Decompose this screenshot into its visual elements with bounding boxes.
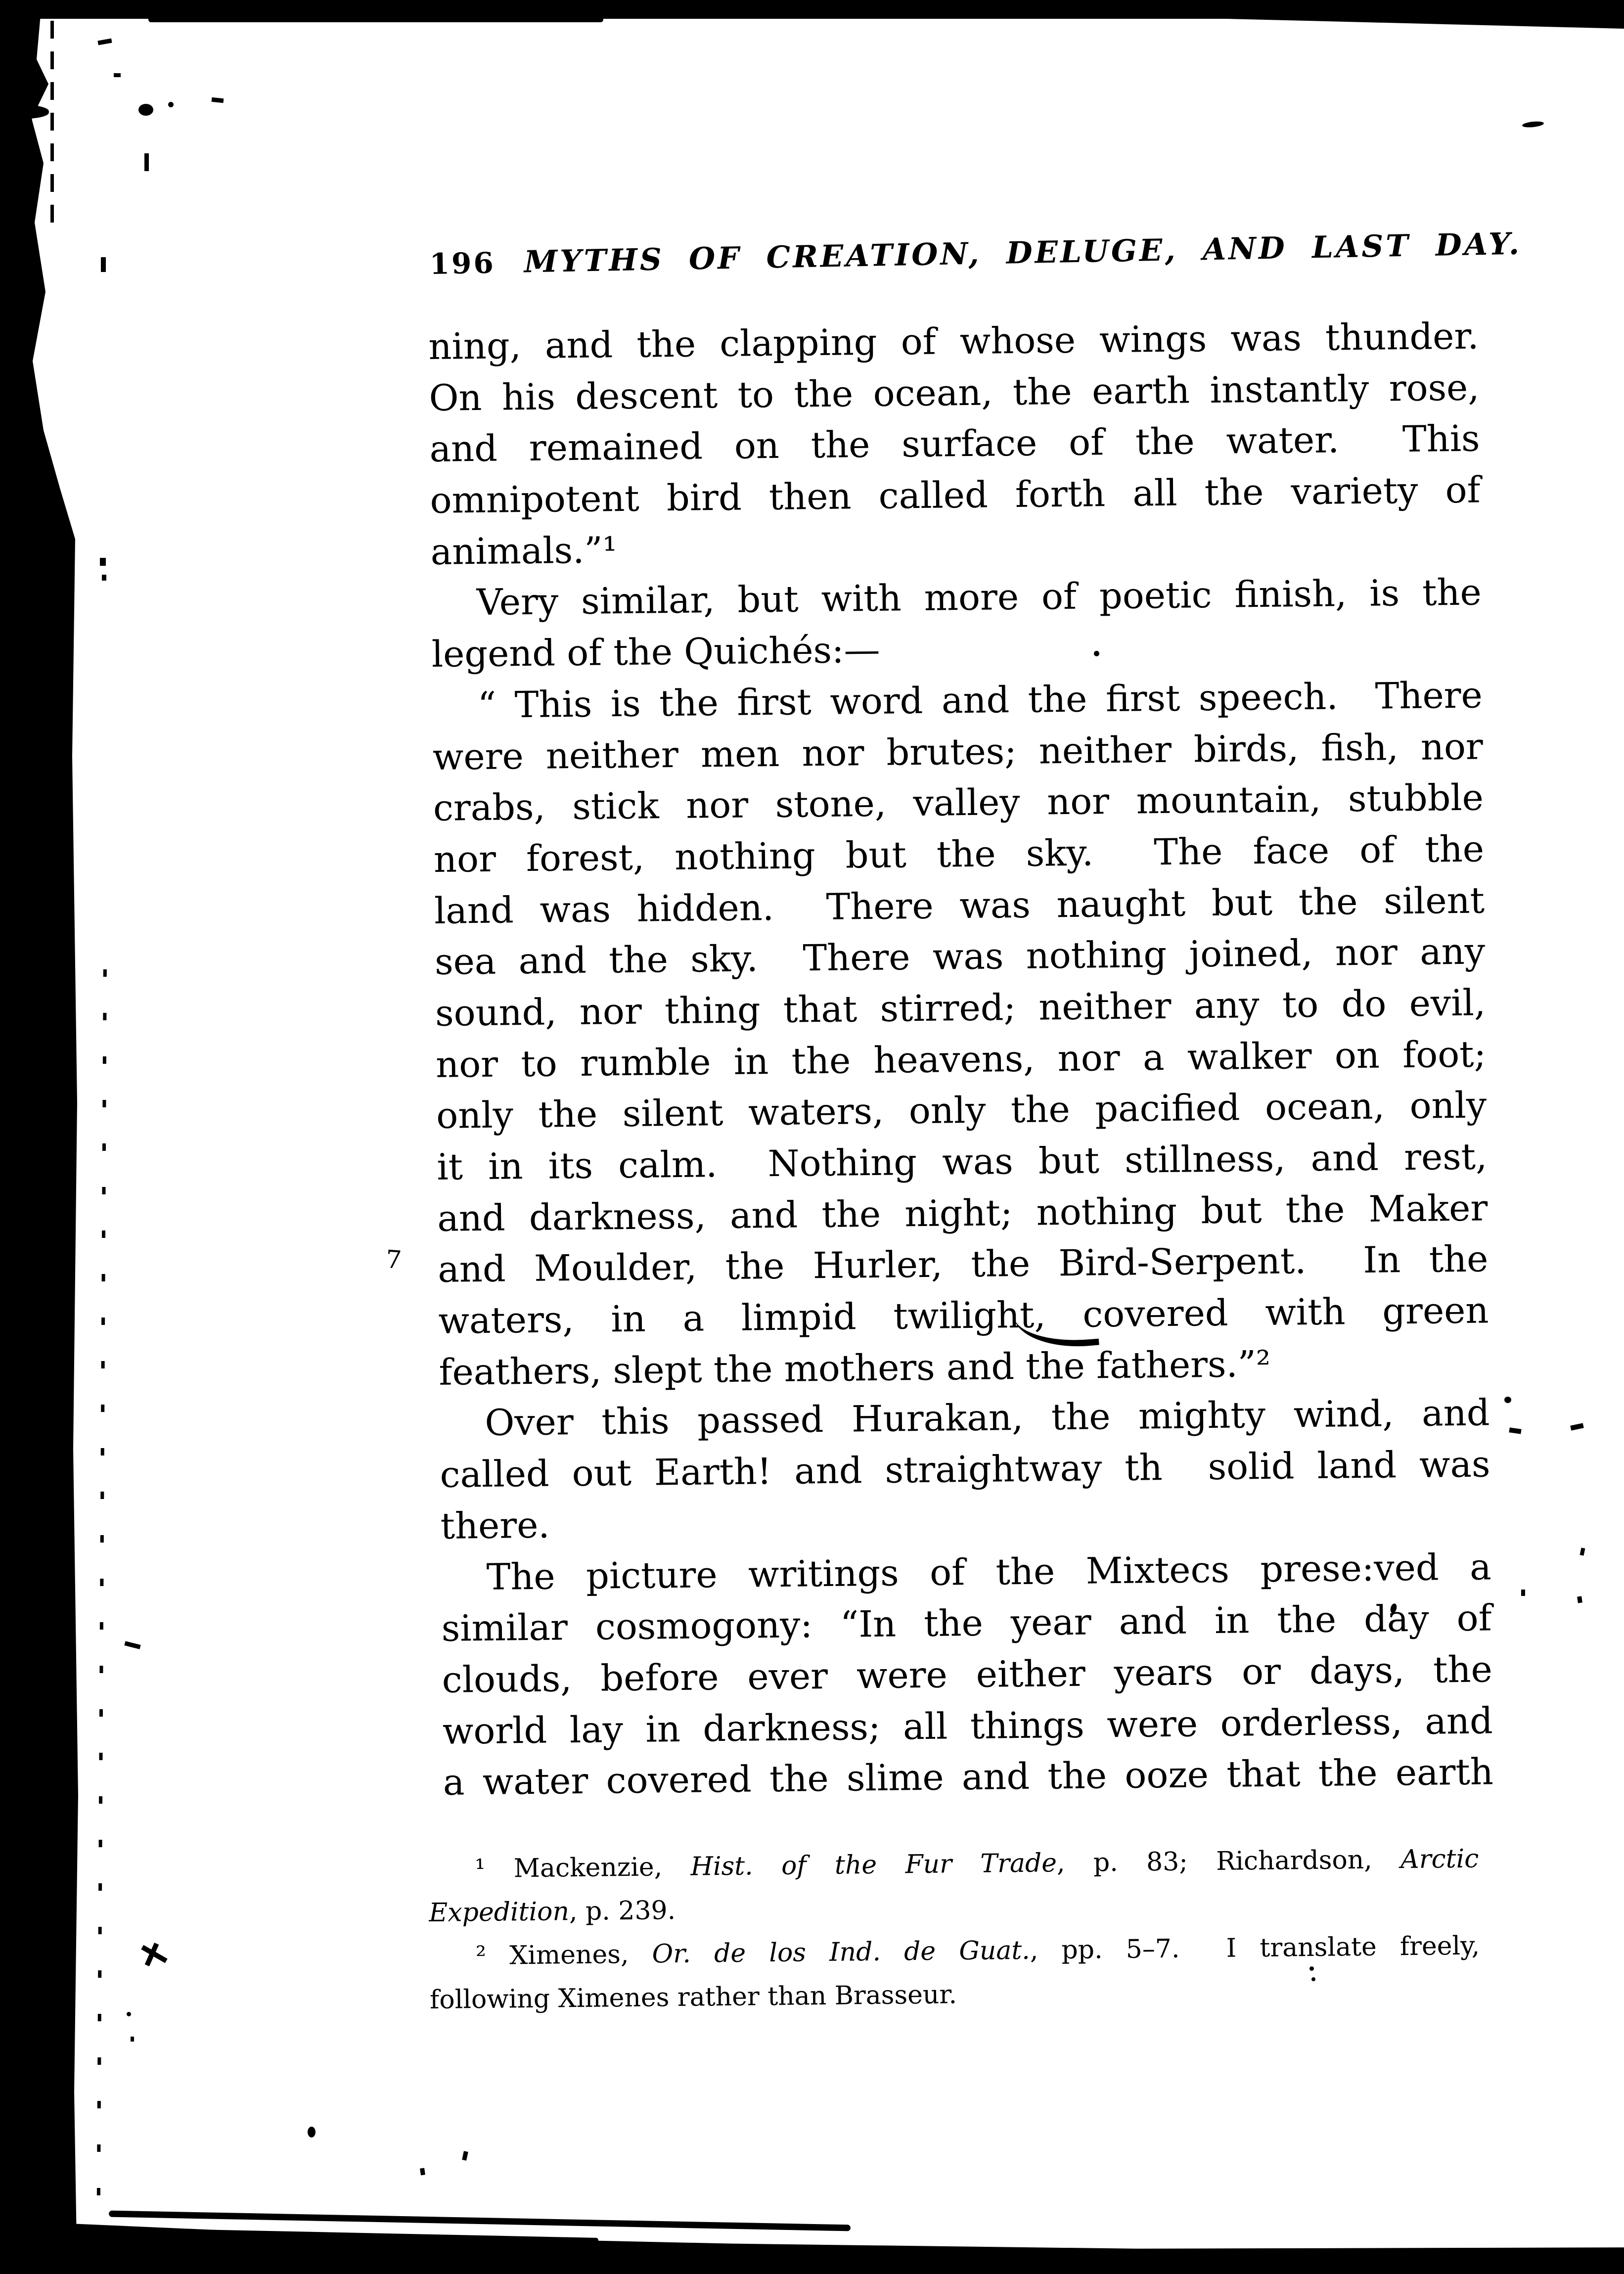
- paragraph: [428, 311, 1481, 578]
- text-line: waters, in a limpid twilight, covered with green: [438, 1289, 1489, 1342]
- running-title: MYTHS OF CREATION, DELUGE, AND LAST DAY.: [524, 226, 1522, 280]
- scan-speck: [212, 97, 224, 103]
- scan-speck: [462, 2151, 468, 2160]
- text-line: legend of the Quichés:—: [431, 629, 880, 676]
- text-line: omnipotent bird then called forth all the variety of: [430, 469, 1481, 522]
- scan-artifact-left-line: [50, 21, 54, 233]
- text-line: similar cosmogony: “In the year and in the day of: [441, 1597, 1492, 1650]
- footnote-citation-italic: Hist. of the Fur Trade: [690, 1848, 1057, 1882]
- body-text: [428, 311, 1493, 1808]
- scan-artifact-bottom-band: [0, 2211, 1624, 2274]
- scan-artifact-top-band-right: [1177, 0, 1624, 29]
- scan-speck: [102, 575, 106, 581]
- text-line: a water covered the slime and the ooze that the earth: [443, 1751, 1494, 1804]
- footnote-text: , pp. 5–7. I translate freely,: [1030, 1931, 1480, 1965]
- scan-speck: [1580, 1547, 1585, 1555]
- text-line: crabs, stick nor stone, valley nor mountain, stubble: [433, 776, 1484, 830]
- scan-speck: [420, 2168, 425, 2175]
- text-line: there.: [440, 1504, 550, 1547]
- text-line: and Moulder, the Hurler, the Bird-Serpent. In the: [437, 1238, 1489, 1291]
- margin-mark-seven: 7: [385, 1244, 403, 1275]
- footnote-text: following Ximenes rather than Brasseur.: [429, 1980, 957, 2015]
- page-header: [429, 226, 1522, 281]
- scan-speck: [1521, 1590, 1525, 1596]
- scan-artifact-bump: [4, 1685, 22, 1711]
- text-line: nor to rumble in the heavens, nor a walker on foot;: [435, 1033, 1487, 1086]
- scan-speck: [101, 257, 106, 272]
- scan-speck: [100, 558, 106, 566]
- scan-speck: [168, 102, 174, 107]
- scan-artifact-top-lip: [148, 17, 603, 22]
- scan-speck: [1570, 1423, 1584, 1430]
- scan-artifact-crossbar: [0, 104, 49, 120]
- footnote: [429, 1924, 1481, 2021]
- footnote-text: ² Ximenes,: [475, 1939, 652, 1971]
- scan-speck: [1509, 1427, 1521, 1434]
- footnote-citation-italic: Expedition: [429, 1897, 570, 1928]
- footnote-text: , p. 83; Richardson,: [1056, 1845, 1401, 1878]
- paragraph: [431, 567, 1482, 681]
- paragraph: [439, 1388, 1491, 1552]
- text-line: nor forest, nothing but the sky. The face of the: [433, 828, 1485, 881]
- text-line: world lay in darkness; all things were orderless, and: [442, 1699, 1493, 1753]
- scan-speck: [124, 1641, 140, 1649]
- paragraph: [441, 1542, 1493, 1809]
- scan-speck: [97, 39, 112, 45]
- scan-speck: [1504, 1397, 1511, 1403]
- scan-speck: [114, 73, 121, 77]
- scan-artifact-dashed-line: [96, 969, 107, 2265]
- footnote-citation-italic: Or. de los Ind. de Guat.: [652, 1935, 1031, 1969]
- text-line: Very similar, but with more of poetic finish, is the: [476, 571, 1482, 624]
- text-line: it in its calm. Nothing was but stillness, and rest,: [436, 1136, 1488, 1188]
- paragraph: [432, 670, 1489, 1398]
- footnote-citation-italic: Arctic: [1400, 1844, 1479, 1875]
- text-line: land was hidden. There was naught but the silent: [434, 879, 1485, 932]
- text-line: and darkness, and the night; nothing but the Maker: [437, 1187, 1488, 1240]
- scan-speck: [131, 2037, 134, 2042]
- footnote-text: , p. 239.: [569, 1895, 676, 1927]
- footnote: [428, 1837, 1480, 1934]
- text-line: feathers, slept the mothers and the fathers.”²: [439, 1343, 1271, 1394]
- text-line: “ This is the first word and the first speech. There: [477, 674, 1483, 727]
- footnote-text: ¹ Mackenzie,: [475, 1852, 691, 1884]
- scan-speck: [1522, 121, 1544, 129]
- scan-speck: [127, 2012, 131, 2016]
- text-line: Over this passed Hurakan, the mighty wind, and: [485, 1392, 1490, 1445]
- page-number: 196: [429, 246, 496, 281]
- scan-speck: [144, 153, 149, 171]
- footnotes: [428, 1837, 1480, 2021]
- text-line: ning, and the clapping of whose wings was thunder.: [428, 315, 1479, 368]
- text-line: sea and the sky. There was nothing joined, nor any: [434, 930, 1486, 984]
- scan-speck: [1577, 1596, 1582, 1603]
- text-line: animals.”¹: [430, 529, 618, 573]
- text-line: sound, nor thing that stirred; neither any to do evil,: [435, 982, 1486, 1035]
- text-line: clouds, before ever were either years or days, the: [442, 1648, 1493, 1701]
- text-line: and remained on the surface of the water. This: [429, 417, 1480, 471]
- scan-artifact-streak: [109, 2211, 851, 2231]
- scan-speck: [138, 104, 153, 116]
- scan-speck: [308, 2127, 316, 2138]
- text-line: only the silent waters, only the pacified ocean, only: [436, 1084, 1487, 1137]
- text-line: The picture writings of the Mixtecs prese:ved a: [486, 1546, 1492, 1598]
- text-line: called out Earth! and straightway th solid land was: [440, 1443, 1490, 1497]
- text-line: were neither men nor brutes; neither birds, fish, nor: [432, 725, 1484, 778]
- text-line: On his descent to the ocean, the earth instantly rose,: [429, 366, 1480, 419]
